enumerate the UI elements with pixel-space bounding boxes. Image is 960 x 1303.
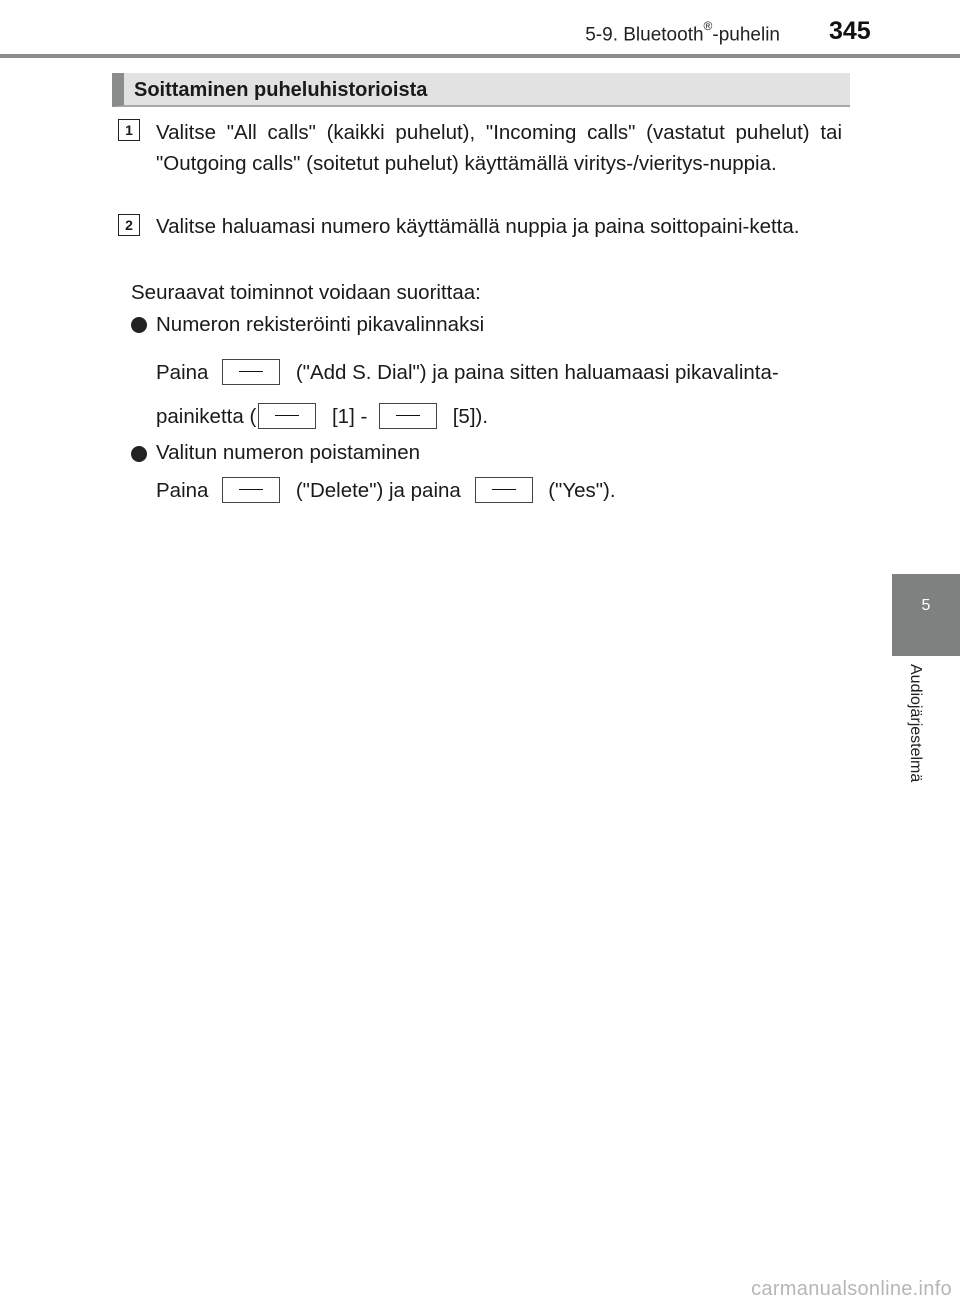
breadcrumb-suffix: -puhelin [712,24,780,46]
delete-button-icon [222,477,280,503]
chapter-label: Audiojärjestelmä [907,664,924,783]
yes-button-icon [475,477,533,503]
preset-5-button-icon [379,403,437,429]
section-breadcrumb [585,19,780,46]
watermark: carmanualsonline.info [751,1278,952,1300]
bullet-title-1: Numeron rekisteröinti pikavalinnaksi [156,313,485,336]
intro-text: Seuraavat toiminnot voidaan suorittaa: [131,281,481,304]
section-title-bar [112,73,850,107]
step-badge-1: 1 [118,119,140,141]
bullet-dot-2 [131,446,147,462]
bullet-2-line-1: Paina ("Delete") ja paina ("Yes"). [156,477,616,505]
bullet-1-line-1: Paina ("Add S. Dial") ja paina sitten haluamaasi pikavalinta- [156,359,779,387]
bullet-1-line-2: painiketta ( [1] - [5]). [156,403,488,431]
chapter-number: 5 [921,597,931,614]
bullet-dot-1 [131,317,147,333]
step-badge-2: 2 [118,214,140,236]
page-header [0,0,960,58]
section-title: Soittaminen puheluhistorioista [134,79,428,101]
page-number: 345 [829,17,871,45]
registered-mark: ® [703,19,713,33]
preset-1-button-icon [258,403,316,429]
step-text-2: Valitse haluamasi numero käyttämällä nuppia ja paina soittopaini-ketta. [156,215,800,238]
chapter-label-strip [892,656,960,876]
header-rule [0,54,960,58]
bullet-title-2: Valitun numeron poistaminen [156,441,420,464]
breadcrumb-prefix: 5-9. Bluetooth [585,24,704,46]
chapter-tab [892,574,960,656]
add-speed-dial-button-icon [222,359,280,385]
step-text-1: Valitse "All calls" (kaikki puhelut), "Incoming calls" (vastatut puhelut) tai "Outgoing calls" (soitetut puhelut) käyttämällä viritys-/vieritys-nuppia. [156,121,842,175]
